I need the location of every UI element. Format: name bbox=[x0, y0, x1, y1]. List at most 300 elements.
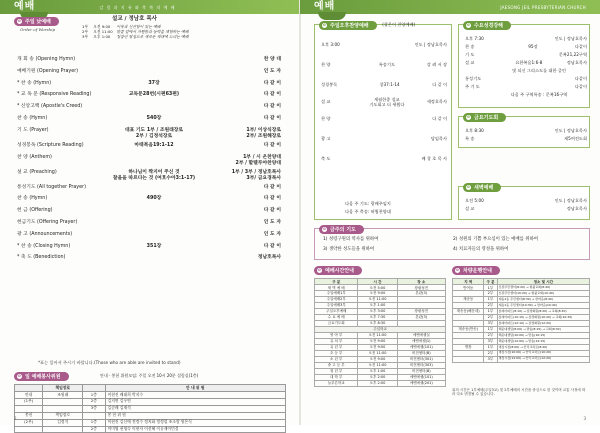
order-item-name: * 찬 송 (Closing Hymn) bbox=[17, 243, 71, 249]
line-detail: 다음 주 구역특송 : 문복16구역 bbox=[510, 92, 568, 98]
table-cell: 김지연 김우연 bbox=[105, 398, 285, 405]
table-cell: 주일예배1부 bbox=[315, 291, 358, 297]
table-cell: 해운대센텀(12:00) → 반송(12:15) bbox=[497, 338, 589, 344]
table-cell: 수 요 예 배 bbox=[315, 315, 358, 321]
table-cell: 명장시장(8:00) → 안락교차로(8:20) bbox=[497, 344, 589, 350]
table-row bbox=[315, 338, 446, 344]
prayer-box bbox=[314, 228, 590, 260]
line-leader: 문복21,22구역 bbox=[558, 52, 587, 58]
table-cell: 이미영 권영숙 이현자 이선혜 이유재이민경 bbox=[105, 426, 285, 433]
line-label: 찬 양 bbox=[321, 116, 331, 122]
line-leader: 다 같 이 bbox=[432, 82, 447, 88]
order-row bbox=[17, 92, 281, 104]
order-item-name: 통성기도 (All together Prayer) bbox=[17, 184, 86, 190]
prayer-items bbox=[323, 237, 583, 252]
line-detail: 빛 되신 그리스도를 대한 증언 bbox=[512, 68, 566, 74]
table-cell: 비전센터(301) bbox=[397, 356, 445, 362]
table-cell: 봉 헌 위 원 bbox=[105, 412, 285, 419]
table-cell: 금요기도회 bbox=[315, 321, 358, 327]
dawn-lines bbox=[465, 197, 587, 213]
order-row bbox=[17, 185, 281, 197]
service-line bbox=[465, 127, 587, 135]
table-cell: 오전 9:00 bbox=[358, 356, 397, 362]
line-label: 축 도 bbox=[321, 156, 331, 162]
order-item-leader: 인 도 자 bbox=[263, 231, 281, 237]
service-line bbox=[321, 129, 447, 149]
line-leader: 강 려 서 장 bbox=[426, 62, 447, 68]
table-cell: 명장시장(12:00) → 안락교차로(12:20) bbox=[497, 356, 589, 362]
line-leader: 배 창 호 목 사 bbox=[421, 156, 447, 162]
table-cell: 2부 bbox=[484, 291, 497, 297]
line-label: 광 고 bbox=[321, 136, 331, 142]
table-cell: 늘푸른학교 bbox=[315, 380, 358, 386]
service-line bbox=[465, 197, 587, 205]
line-label: 설 교 bbox=[465, 206, 475, 212]
table-row bbox=[15, 412, 286, 419]
table-row bbox=[315, 309, 446, 315]
prayer-item: 1) 성령구원의 역사를 위하여 bbox=[323, 237, 379, 242]
table-cell: 오전 5:00 bbox=[358, 285, 397, 291]
table-cell: 명장시장(10:00) → 안락교차로(10:20) bbox=[497, 350, 589, 356]
bus-icon: ✿ bbox=[456, 268, 459, 273]
sunday-pm-next-song: 다음 주 축송: 허뭡찬양대 bbox=[345, 209, 391, 214]
order-item-detail: 하나님이 짝지어 주신 것 찰을을 따르다는 것 (여호수아3:1-17) bbox=[112, 169, 196, 181]
table-cell: 2층 bbox=[83, 426, 105, 433]
order-row bbox=[17, 155, 281, 170]
volunteers-table bbox=[14, 384, 286, 433]
table-cell: 비전센터(B) bbox=[397, 368, 445, 374]
table-cell: 오후 2:00 bbox=[358, 380, 397, 386]
table-cell: 주일오후예배 bbox=[315, 309, 358, 315]
table-cell: 이현진 김신애 전정수 정지화 정정렬 조소람 원은식 bbox=[105, 419, 285, 426]
order-row bbox=[17, 220, 281, 232]
line-leader: 인도 | 정남호목사 bbox=[554, 36, 587, 42]
table-cell: 1부 bbox=[484, 309, 497, 315]
table-cell: 에벤에셀(101) bbox=[397, 374, 445, 380]
table-cell: 반여동 bbox=[453, 285, 484, 291]
flower-icon: ✿ bbox=[318, 268, 321, 273]
service-line bbox=[465, 83, 587, 91]
flower-icon: ✿ bbox=[18, 374, 21, 379]
table-cell: 롯데아파트(10:10) → 삼정화원(10:20) → 교회(10:30) bbox=[497, 315, 589, 321]
right-header-subtitle: JAESONG JEIL PRESBYTERIAN CHURCH bbox=[500, 4, 586, 10]
bus-note: 위의 시간은 1부예배(주일3교) 및 2부예배의 시간을 중심으로 한 것이며 교통 사정에 따라 다소 변경될 수 있습니다. bbox=[452, 388, 586, 397]
table-cell: 재송동(반송) bbox=[453, 327, 484, 333]
page-number-right: 3 bbox=[583, 416, 586, 421]
table-cell: 소 년 부 bbox=[315, 356, 358, 362]
line-label: 오전 5:00 bbox=[465, 198, 484, 204]
table-cell: 롯데아파트(12:10) → 삼정화원(12:20) bbox=[497, 321, 589, 327]
service-line: 2부 오전 11:00 말씀 앞에서 자원함과 능력을 체험하는 예배 bbox=[82, 29, 189, 35]
order-item-leader: 인 도 자 bbox=[263, 219, 281, 225]
order-item-name: 헌 금 (Offering) bbox=[17, 208, 53, 214]
friday-pill: ✿ 금요기도회 bbox=[463, 113, 506, 122]
table-cell: 에벤에셀실 bbox=[397, 332, 445, 338]
line-label: 설 교 bbox=[465, 60, 475, 66]
table-cell: 새 벽 예 배 bbox=[315, 285, 358, 291]
line-detail: 요한복음1:6-8 bbox=[515, 60, 543, 66]
table-cell bbox=[15, 405, 43, 412]
order-item-detail: 540장 bbox=[146, 115, 162, 121]
order-item-name: 광 고 (Announcements) bbox=[17, 231, 73, 237]
table-cell: 1층 bbox=[83, 419, 105, 426]
line-label: 오후 8:30 bbox=[465, 128, 484, 134]
service-line bbox=[465, 51, 587, 59]
table-header: 안 내 위 원 bbox=[105, 385, 285, 392]
table-cell: 장림성전 bbox=[397, 309, 445, 315]
table-cell: 중 고 등 부 bbox=[315, 362, 358, 368]
order-item-name: 성경봉독 (Scripture Reading) bbox=[17, 142, 84, 148]
table-cell: 초 등 부 bbox=[315, 350, 358, 356]
table-cell: 유 치 부 bbox=[315, 338, 358, 344]
sunday-pm-pill: ✿ 주일오후찬양예배 bbox=[319, 21, 377, 30]
table-cell bbox=[43, 398, 83, 405]
table-cell: 안내 bbox=[15, 391, 43, 398]
table-row bbox=[315, 344, 446, 350]
line-label: 설 교 bbox=[321, 99, 331, 105]
table-cell: 2부 bbox=[484, 350, 497, 356]
service-line bbox=[465, 35, 587, 43]
line-label: 기 도 bbox=[465, 52, 475, 58]
table-cell: 비전센터(303) bbox=[397, 362, 445, 368]
order-item-leader: 다 같 이 bbox=[263, 243, 281, 249]
left-header-title: 예배 bbox=[14, 0, 36, 12]
order-item-leader: 찬 양 대 bbox=[263, 57, 281, 62]
table-cell: 1부 bbox=[484, 344, 497, 350]
table-cell: 에벤에셀(201) bbox=[397, 380, 445, 386]
table-cell bbox=[15, 426, 43, 433]
table-row bbox=[15, 405, 286, 412]
bus-box bbox=[452, 266, 590, 363]
order-item-detail: 351장 bbox=[146, 243, 162, 249]
prayer-item: 3) 생약한 성도들을 위하여 bbox=[323, 246, 375, 252]
bus-pill: ✿ 차량운행안내 bbox=[452, 266, 500, 275]
table-cell: 김정석 bbox=[43, 419, 83, 426]
line-detail: 창37:1-14 bbox=[379, 82, 400, 88]
table-cell: 해운대센텀(10:00) → 반송(10:15) bbox=[497, 332, 589, 338]
table-cell: 책임장로 bbox=[43, 412, 83, 419]
service-line bbox=[321, 109, 447, 129]
line-detail: 95장 bbox=[528, 44, 538, 50]
flower-icon: ✿ bbox=[323, 23, 326, 28]
order-row bbox=[17, 69, 281, 81]
table-header: 장 소 bbox=[397, 279, 445, 285]
sunday-pm-box bbox=[314, 24, 452, 220]
table-row bbox=[15, 419, 286, 426]
service-line bbox=[465, 59, 587, 67]
table-cell: 오후 3:00 bbox=[358, 309, 397, 315]
table-section-label: 주일학교 bbox=[315, 327, 446, 333]
table-cell: 영 아 부 bbox=[315, 332, 358, 338]
order-item-leader: 1부 / 시 온찬양대 2부 / 할렐루야찬양대 bbox=[235, 154, 281, 166]
table-cell: 유 년 부 bbox=[315, 344, 358, 350]
line-label: 주 기 도 bbox=[465, 84, 480, 90]
order-item-detail: 마태복음19:1-12 bbox=[134, 142, 174, 148]
table-cell: 1부 bbox=[484, 327, 497, 333]
line-leader: 담임목사 bbox=[430, 136, 447, 142]
order-item-name: 예배기원 (Opening Prayer) bbox=[17, 68, 79, 74]
leaf-decoration bbox=[318, 12, 346, 20]
line-label: 오후 3:00 bbox=[321, 42, 340, 48]
service-line: 1부 오전 9:00 이웃과 신선함이 있는 예배 bbox=[82, 24, 161, 29]
order-item-name: * 축 도 (Benediction) bbox=[17, 255, 66, 261]
order-item-name: 설 교 (Preaching) bbox=[17, 169, 57, 175]
order-item-leader: 1부/ 이상식장로 2부/ 조원해장로 bbox=[246, 127, 281, 139]
line-leader: 다같이 bbox=[574, 84, 587, 90]
table-row bbox=[315, 291, 446, 297]
service-line bbox=[321, 95, 447, 109]
order-item-detail: 37장 bbox=[148, 80, 160, 86]
flower-icon: ✿ bbox=[467, 185, 470, 190]
line-label: 통성기도 bbox=[465, 76, 482, 82]
line-leader: 정남호목사 bbox=[566, 60, 587, 66]
table-cell: 오전 11:00 bbox=[358, 362, 397, 368]
flower-icon: ✿ bbox=[467, 23, 470, 28]
line-leader: 제5여전도회 bbox=[564, 136, 587, 142]
table-cell: 오전 9:00 bbox=[358, 291, 397, 297]
order-row bbox=[17, 208, 281, 220]
table-header: 시 간 bbox=[358, 279, 397, 285]
order-item-name: 개 회 송 (Opening Hymn) bbox=[17, 57, 76, 62]
service-line bbox=[465, 135, 587, 143]
table-row bbox=[315, 380, 446, 386]
order-row bbox=[17, 170, 281, 185]
table-cell: 롯데아파트(8:10) → 삼정화원(8:20) → 교회(8:30) bbox=[497, 309, 589, 315]
table-cell: 2부 bbox=[484, 315, 497, 321]
table-cell: 봉헌 bbox=[15, 412, 43, 419]
flower-icon: ✿ bbox=[323, 227, 326, 232]
order-row bbox=[17, 81, 281, 93]
table-cell: (2부) bbox=[15, 419, 43, 426]
line-leader: 인도 | 정남호목사 bbox=[554, 128, 587, 134]
left-header-subtitle: 감 림 과 지 유 와 축 북 의 예 배 bbox=[99, 4, 176, 10]
worship-pill-label: 주일 낮예배 bbox=[25, 18, 51, 25]
service-line bbox=[321, 35, 447, 55]
service-line bbox=[321, 149, 447, 169]
order-item-leader: 다 같 이 bbox=[263, 92, 281, 98]
bus-table bbox=[452, 278, 590, 363]
table-cell bbox=[453, 356, 484, 362]
line-leader: 세정호목사 bbox=[426, 99, 447, 105]
volunteers-meeting: 안내 · 봉헌 위원모임: 주일 오전 10시 20분 설림실(1층) bbox=[100, 373, 199, 378]
service-line bbox=[321, 55, 447, 75]
service-line bbox=[465, 75, 587, 83]
dawn-box bbox=[458, 186, 590, 220]
table-cell: 오후 2:00 bbox=[358, 374, 397, 380]
service-line bbox=[465, 205, 587, 213]
table-header: 책임장로 bbox=[43, 385, 83, 392]
table-cell: 오후 7:30 bbox=[358, 315, 397, 321]
prayer-pill: ✿ 금주의 기도 bbox=[319, 225, 364, 234]
table-cell: 비전센터(B) bbox=[397, 350, 445, 356]
schedule-table bbox=[314, 278, 446, 386]
table-header bbox=[83, 385, 105, 392]
table-cell: 3부 bbox=[484, 321, 497, 327]
table-cell: 에벤에셀(101) bbox=[397, 344, 445, 350]
table-cell: 이현진 배대희 박지수 bbox=[105, 391, 285, 398]
order-item-detail: 교독문28번(시편63편) bbox=[128, 92, 180, 98]
table-row bbox=[15, 426, 286, 433]
wednesday-lines bbox=[465, 35, 587, 99]
dawn-pill: ✿ 새벽예배 bbox=[463, 183, 501, 192]
order-item-detail: 대표 기도 1부 / 조원래장로 2부 / 김정석장로 bbox=[124, 127, 184, 139]
table-header: 지 역 bbox=[453, 279, 484, 285]
table-cell: 오전 11:00 bbox=[358, 332, 397, 338]
table-cell: 2층 bbox=[83, 398, 105, 405]
table-row bbox=[315, 315, 446, 321]
prayer-item: 4) 치료자들의 영성을 위하여 bbox=[453, 246, 509, 252]
table-cell bbox=[43, 426, 83, 433]
schedule-pill: ✿ 예배시간안내 bbox=[314, 266, 362, 275]
table-row bbox=[315, 362, 446, 368]
right-page bbox=[300, 0, 600, 425]
table-cell: 1층 bbox=[83, 391, 105, 398]
order-item-name: 기 도 (Prayer) bbox=[17, 127, 49, 133]
table-cell: 김순례 김재석 bbox=[105, 405, 285, 412]
prayer-item: 2) 성원의 기쁨 부으심이 있는 예배를 위하여 bbox=[453, 237, 538, 242]
table-cell: 오전 11:00 bbox=[358, 350, 397, 356]
service-line bbox=[465, 43, 587, 51]
table-header: 정소 및 시간 bbox=[497, 279, 589, 285]
service-line bbox=[465, 67, 587, 75]
sunday-pm-sub: (찰은이 찬양예배) bbox=[382, 22, 416, 28]
table-cell bbox=[83, 412, 105, 419]
flower-icon: ✿ bbox=[467, 115, 470, 120]
line-label: 특 송 bbox=[465, 136, 475, 142]
order-item-name: * 교 독 문 (Responsive Reading) bbox=[17, 92, 92, 98]
line-leader: 정남호목사 bbox=[566, 206, 587, 212]
order-item-leader: 다 같 이 bbox=[263, 115, 281, 121]
table-cell: 오후 8:30 bbox=[358, 321, 397, 327]
table-cell: 명장 bbox=[453, 344, 484, 350]
table-row bbox=[315, 368, 446, 374]
table-cell: 2부 bbox=[484, 332, 497, 338]
table-cell: 조원래 bbox=[43, 391, 83, 398]
friday-box bbox=[458, 116, 590, 148]
table-cell: 3부 bbox=[484, 356, 497, 362]
table-row bbox=[15, 385, 286, 392]
order-item-name: 찬 양 (Anthem) bbox=[17, 154, 52, 160]
order-of-worship-subtitle: Order of Worship bbox=[20, 27, 56, 32]
table-cell: 장림성전 bbox=[397, 285, 445, 291]
wednesday-pill: ✿ 수요성경강해 bbox=[463, 21, 511, 30]
table-cell: 신관주민센터(10:20) → 현광교회(10:40) bbox=[497, 291, 589, 297]
order-row bbox=[17, 232, 281, 244]
table-row bbox=[315, 332, 446, 338]
table-cell: 3층 bbox=[83, 405, 105, 412]
service-times bbox=[82, 24, 189, 39]
service-line bbox=[321, 75, 447, 95]
table-row bbox=[15, 398, 286, 405]
volunteers-pill: ✿ 일 예배봉사위원 bbox=[14, 372, 69, 381]
table-cell: 주일예배3부 bbox=[315, 303, 358, 309]
order-row bbox=[17, 196, 281, 208]
sunday-pm-lines bbox=[321, 35, 447, 169]
table-row bbox=[315, 350, 446, 356]
line-detail: 특송기도 bbox=[378, 62, 395, 68]
standing-note: *표는 일어서 주시기 바랍니다.(Those who are able are invited to stand) bbox=[38, 360, 181, 365]
table-cell: 청 년 부 bbox=[315, 368, 358, 374]
line-leader: 다 같 이 bbox=[432, 116, 447, 122]
order-item-leader: 다 같 이 bbox=[263, 80, 281, 86]
order-item-leader: 인 도 자 bbox=[263, 68, 281, 74]
order-item-leader: 다 같 이 bbox=[263, 208, 281, 214]
line-detail: 세월한종 설교 기도회고 더 세뭡다 bbox=[369, 96, 405, 107]
order-item-leader: 다 같 이 bbox=[263, 196, 281, 202]
table-cell: 오전 9:00 bbox=[358, 344, 397, 350]
table-cell: 해운대센텀(8:00) → 반송(8:15) → 교회(8:30) bbox=[497, 327, 589, 333]
table-cell: 1부 bbox=[484, 285, 497, 291]
line-label: 찬 송 bbox=[465, 44, 475, 50]
table-cell: 3부 bbox=[484, 338, 497, 344]
preacher: 설교 / 정남호 목사 bbox=[112, 16, 157, 22]
table-row bbox=[15, 391, 286, 398]
table-cell: 대 학 부 bbox=[315, 374, 358, 380]
order-item-name: 헌금기도 (Offering Prayer) bbox=[17, 219, 78, 225]
table-cell: 재송동 bbox=[453, 297, 484, 303]
table-cell: 본관(3) bbox=[397, 291, 445, 297]
line-leader: 인도 | 정남호목사 bbox=[554, 198, 587, 204]
order-row bbox=[17, 244, 281, 256]
table-cell: 주일예배2부 bbox=[315, 297, 358, 303]
line-label: 찬 양 bbox=[321, 62, 331, 68]
order-item-leader: 다 같 이 bbox=[263, 184, 281, 190]
line-leader: 인도 | 정남호목사 bbox=[414, 42, 447, 48]
table-row bbox=[315, 374, 446, 380]
worship-pill bbox=[14, 17, 59, 26]
table-cell: 재송동(해운대) bbox=[453, 309, 484, 315]
page-number-left: 2 bbox=[14, 416, 17, 421]
order-row bbox=[17, 116, 281, 128]
table-cell: 오전 9:00 bbox=[358, 338, 397, 344]
order-item-name: 찬 송 (Hymn) bbox=[17, 196, 48, 202]
order-item-detail: 490장 bbox=[146, 196, 162, 202]
line-label: 성경봉독 bbox=[321, 82, 338, 88]
friday-lines bbox=[465, 127, 587, 143]
service-line: 3부 오후 1:00 청장년 열정으로 새로운 세대에 드리는 예배 bbox=[82, 34, 189, 40]
table-cell: 오후 1:00 bbox=[358, 303, 397, 309]
worship-label bbox=[14, 17, 59, 26]
table-cell: 본관(3) bbox=[397, 315, 445, 321]
table-header: 구 분 bbox=[315, 279, 358, 285]
table-header bbox=[15, 385, 43, 392]
table-cell bbox=[43, 405, 83, 412]
table-cell: 재송1동 주민센터(10:30) → 한마음(10:40) bbox=[497, 303, 589, 309]
order-item-name: 찬 송 (Hymn) bbox=[17, 115, 48, 121]
line-leader: 다같이 bbox=[574, 76, 587, 82]
order-item-name: * 찬 송 (Hymn) bbox=[17, 80, 52, 86]
table-cell: 에벤에셀(1) bbox=[397, 338, 445, 344]
line-label: 오후 7:30 bbox=[465, 36, 484, 42]
wednesday-box bbox=[458, 24, 590, 108]
sunday-pm-next-prayer: 다음 주 기도: 광배주임지 bbox=[345, 201, 391, 206]
table-cell: (1부) bbox=[15, 398, 43, 405]
schedule-box bbox=[314, 266, 446, 387]
order-item-leader: 다 같 이 bbox=[263, 142, 281, 148]
order-item-leader: 다 같 이 bbox=[263, 104, 281, 110]
order-item-leader: 1부 / 3부 / 정남호목사 3부/ 금요경목사 bbox=[231, 169, 281, 181]
service-line bbox=[465, 91, 587, 99]
table-cell: 재송1동 주민센터(8:30) → 한마음(8:40) bbox=[497, 297, 589, 303]
volunteers-label bbox=[14, 372, 69, 381]
order-item-name: * 신앙고백 (Apostle's Creed) bbox=[17, 104, 83, 110]
order-item-leader: 정남호목사 bbox=[257, 255, 281, 261]
table-row bbox=[315, 285, 446, 291]
table-cell: 1부 bbox=[484, 297, 497, 303]
table-row bbox=[315, 356, 446, 362]
order-row bbox=[17, 143, 281, 155]
table-cell: 2부 bbox=[484, 303, 497, 309]
